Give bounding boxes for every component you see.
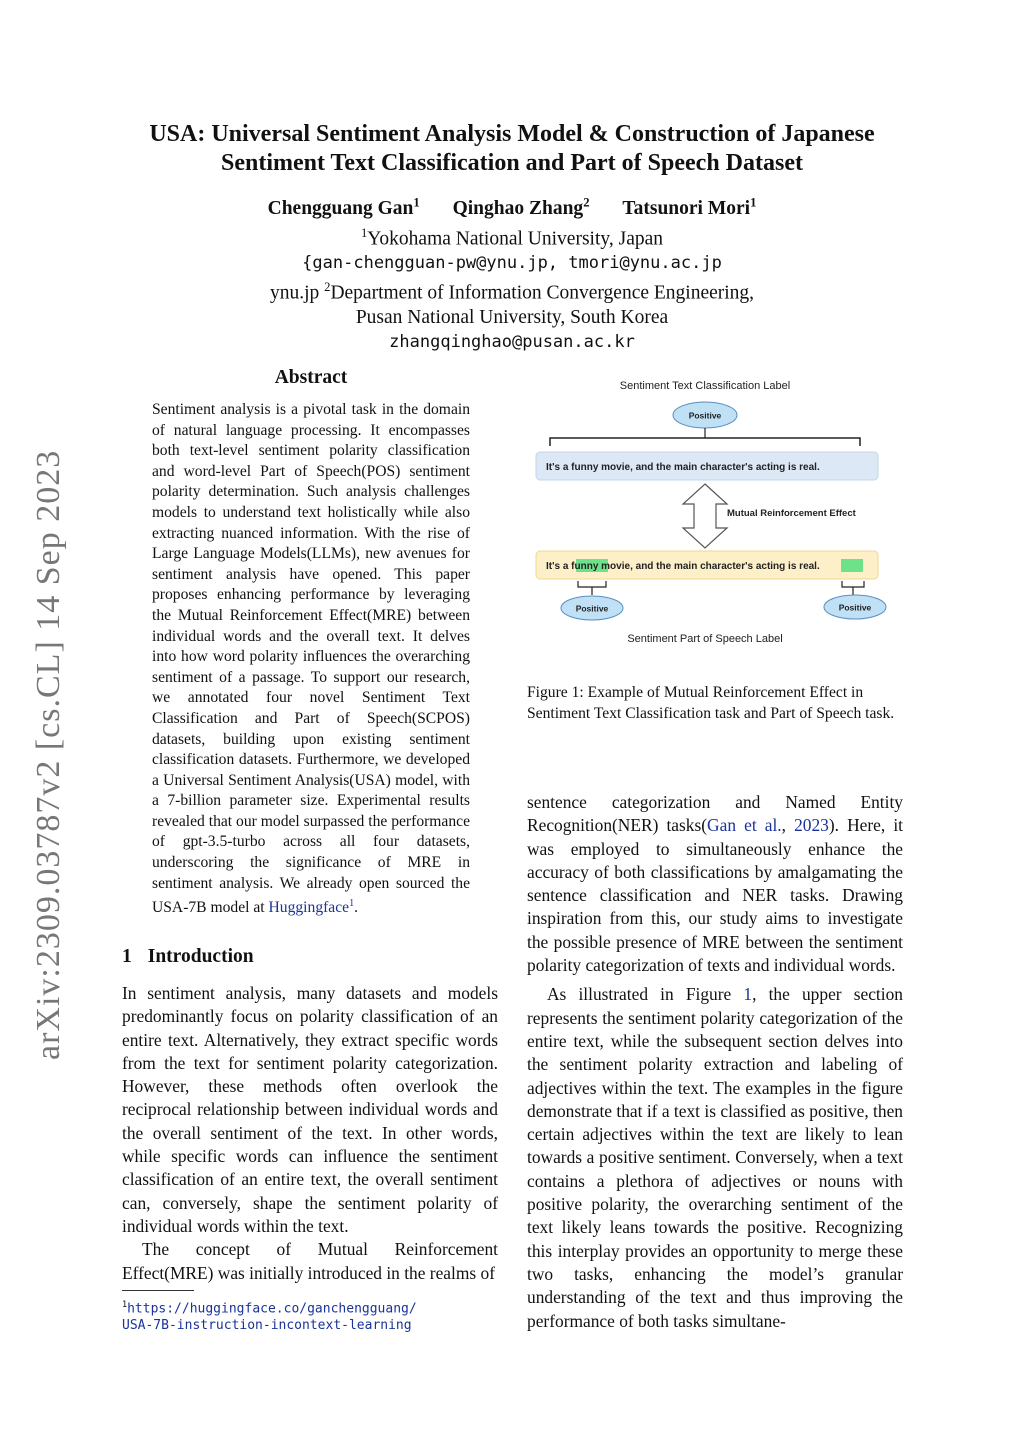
right-badge-label: Positive bbox=[838, 602, 872, 613]
author-names bbox=[100, 190, 924, 221]
author-block bbox=[100, 190, 924, 354]
author-2: Qinghao Zhang$^2$ bbox=[452, 195, 590, 219]
sentence-text: It's a funny movie, and the main character's acting is real. bbox=[546, 462, 820, 473]
arxiv-identifier: arXiv:2309.03787v2 [cs.CL] 14 Sep 2023 bbox=[30, 449, 67, 1060]
abstract-heading: Abstract bbox=[274, 367, 348, 388]
intro-paragraph-2: The concept of Mutual Reinforcement Effect(MRE) was initially introduced in the realms of bbox=[122, 1239, 498, 1283]
highlight-real bbox=[841, 559, 863, 572]
intro-left-column bbox=[122, 982, 498, 1285]
right-column bbox=[527, 791, 903, 1333]
figure-ref-link[interactable]: 1 bbox=[743, 984, 753, 1005]
left-badge-label: Positive bbox=[575, 603, 609, 614]
figure-1 bbox=[530, 374, 890, 649]
citation-year-link[interactable]: 2023 bbox=[794, 815, 829, 836]
top-badge-label: Positive bbox=[688, 410, 722, 421]
right-bracket bbox=[842, 581, 864, 595]
abstract-text: Sentiment analysis is a pivotal task in the domain of natural language processing. It encompasses both text-level sentiment polarity classification and word-level Part of Speech(POS) sentiment polarity determination. Such analysis challenges models to understand text holistically while also extracting nuanced information. With the rise of Large Language Models(LLMs), new avenues for sentiment analysis have opened. This paper proposes enhancing performance by leveraging the Mutual Reinforcement Effect(MRE) between individual words and the overall text. It delves into how word polarity influences the overarching sentiment of a passage. To support our research, we annotated four novel Sentiment Text Classification and Part of Speech(SCPOS) datasets, building upon existing sentiment classification datasets. Furthermore, we developed a Universal Sentiment Analysis(USA) model, with a 7-billion parameter size. Experimental results revealed that our model surpassed the performance of gpt-3.5-turbo across all four datasets, underscoring the significance of MRE in sentiment analysis. We already open sourced the USA-7B model at Huggingface$^1$. bbox=[152, 401, 470, 917]
figure-bottom-label: Sentiment Part of Speech Label bbox=[627, 633, 783, 645]
affiliation-1: $^1$Yokohama National University, Japan bbox=[360, 225, 664, 249]
figure-top-label: Sentiment Text Classification Label bbox=[619, 380, 791, 392]
footnote-divider bbox=[122, 1290, 194, 1291]
top-bracket bbox=[550, 438, 860, 446]
footnote-marker[interactable]: 1 bbox=[349, 898, 355, 910]
footnote[interactable]: $^1$https://huggingface.co/ganchengguang/ USA-7B-instruction-incontext-learning bbox=[122, 1299, 417, 1334]
highlighted-sentence-text: It's a funny movie, and the main character's acting is real. bbox=[546, 561, 820, 572]
right-paragraph-2: As illustrated in Figure 1, the upper section represents the sentiment polarity categorization of the entire text, while the subsequent section delves into the sentiment polarity extraction and labeling of adjectives within the text. The examples in the figure demonstrate that if a text is classified as positive, then certain adjectives within the text are likely to lean towards a positive sentiment. Conversely, when a text contains a plethora of adjectives or nouns with positive polarity, the overarching sentiment of the text likely leans towards the positive. Recognizing this interplay provides an opportunity to merge these two tasks, enhancing the model’s granular understanding of the text and thus improving the performance of both tasks simultane- bbox=[527, 984, 903, 1331]
arrow-label: Mutual Reinforcement Effect bbox=[727, 508, 856, 519]
citation-link[interactable]: Gan et al. bbox=[707, 815, 782, 836]
affiliation-2-line-2: Pusan National University, South Korea bbox=[355, 306, 669, 328]
left-bracket bbox=[578, 581, 606, 595]
email-2: zhangqinghao@pusan.ac.kr bbox=[389, 331, 635, 352]
right-paragraph-1: sentence categorization and Named Entity Recognition(NER) tasks(Gan et al., 2023). Here, it was employed to simultaneously enhance the accuracy of both classifications by amalgamating the sentence classification and NER tasks. Drawing inspiration from this, our study aims to investigate the possible presence of MRE between the sentiment polarity categorization of texts and individual words. bbox=[527, 792, 903, 976]
huggingface-link[interactable]: Huggingface bbox=[268, 899, 350, 917]
double-arrow-icon bbox=[683, 484, 727, 548]
figure-caption: Figure 1: Example of Mutual Reinforcement Effect in Sentiment Text Classification task and Part of Speech task. bbox=[527, 684, 895, 722]
intro-paragraph-1: In sentiment analysis, many datasets and models predominantly focus on polarity classification of an entire text. Alternatively, they extract specific words from the text for sentiment polarity categorization. However, these methods often overlook the reciprocal relationship between individual words and the overall sentiment of the text. In other words, while specific words can influence the sentiment classification of an entire text, the overall sentiment can, conversely, shape the sentiment polarity of individual words within the text. bbox=[122, 983, 498, 1236]
author-3: Tatsunori Mori$^1$ bbox=[622, 195, 757, 219]
author-1: Chengguang Gan$^1$ bbox=[267, 195, 420, 219]
section-heading: 1 Introduction bbox=[122, 946, 254, 967]
title-line-1: USA: Universal Sentiment Analysis Model & Construction of Japanese bbox=[149, 121, 875, 147]
title-line-2: Sentiment Text Classification and Part of Speech Dataset bbox=[221, 150, 803, 176]
affiliation-2: ynu.jp $^2$Department of Information Convergence Engineering, bbox=[269, 280, 755, 304]
emails-1: {gan-chengguan-pw@ynu.jp, tmori@ynu.ac.jp bbox=[302, 253, 722, 273]
paper-title bbox=[100, 120, 924, 178]
